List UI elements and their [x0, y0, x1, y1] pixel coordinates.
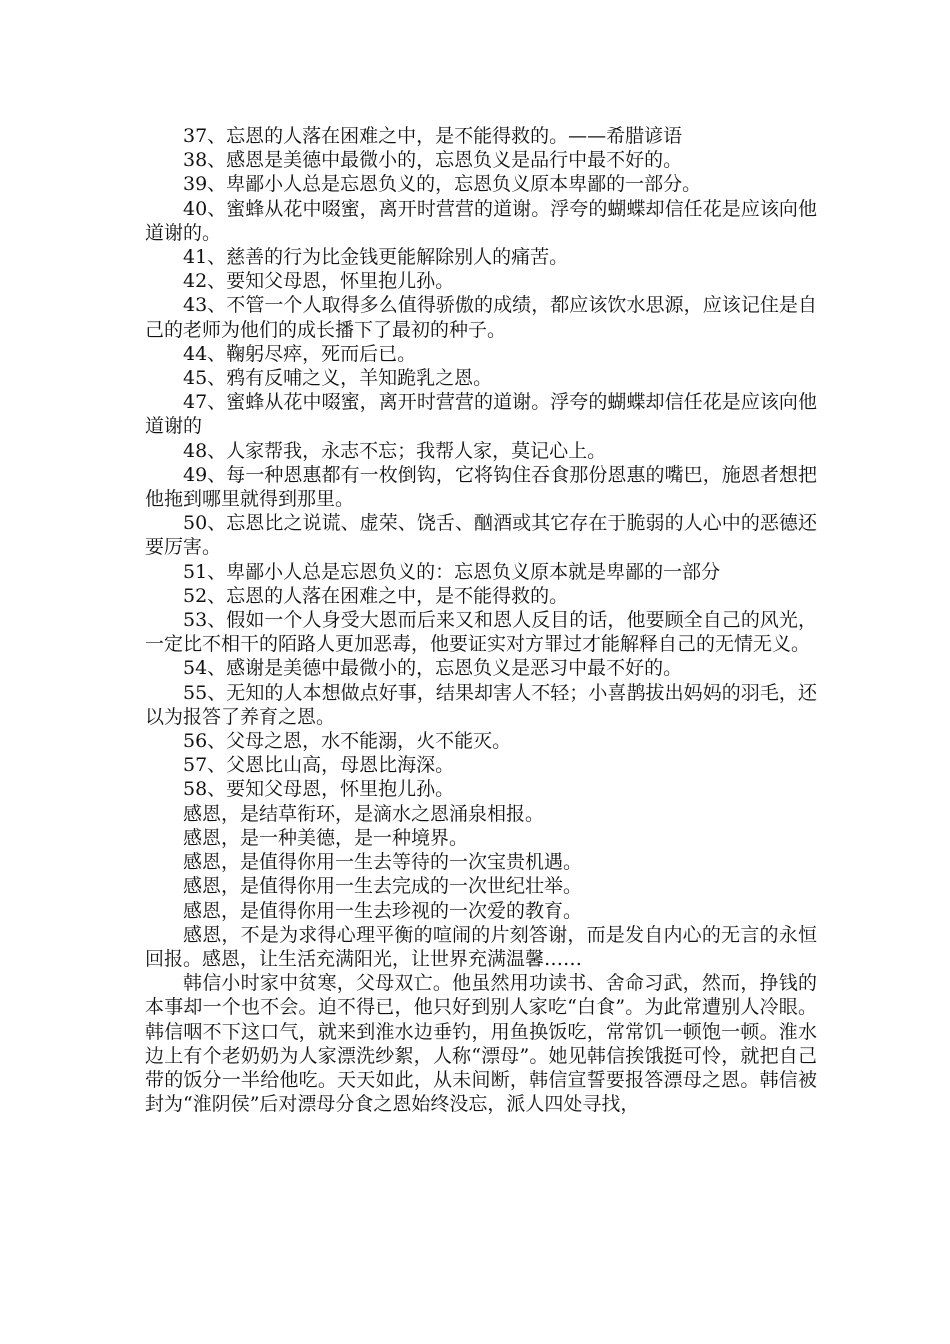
paragraph: 58、要知父母恩，怀里抱儿孙。 [183, 778, 455, 801]
paragraph: 52、忘恩的人落在困难之中，是不能得救的。 [183, 584, 569, 607]
paragraph: 韩信小时家中贫寒，父母双亡。他虽然用功读书、舍命习武，然而，挣钱的本事却一个也不会。迫不得已，他只好到别人家吃“白食”。为此常遭别人冷眼。韩信咽不下这口气，就来到淮水边垂钓，用鱼换饭吃，常常饥一顿饱一顿。淮水边上有个老奶奶为人家漂洗纱絮，人称“漂母”。她见韩信挨饿挺可怜，就把自己带的饭分一半给他吃。天天如此，从未间断，韩信宣誓要报答漂母之恩。韩信被封为“淮阴侯”后对漂母分食之恩始终没忘，派人四处寻找， [145, 972, 817, 1116]
document-body [145, 124, 817, 1116]
paragraph: 感恩，是结草衔环，是滴水之恩涌泉相报。 [183, 802, 545, 825]
paragraph: 感恩，是值得你用一生去完成的一次世纪壮举。 [183, 875, 583, 898]
paragraph: 感恩，是值得你用一生去等待的一次宝贵机遇。 [183, 851, 583, 874]
paragraph: 57、父恩比山高，母恩比海深。 [183, 754, 455, 777]
paragraph: 50、忘恩比之说谎、虚荣、饶舌、酗酒或其它存在于脆弱的人心中的恶德还要厉害。 [145, 512, 817, 559]
paragraph: 56、父母之恩，水不能溺，火不能灭。 [183, 730, 512, 753]
paragraph: 42、要知父母恩，怀里抱儿孙。 [183, 270, 455, 293]
paragraph: 45、鸦有反哺之义，羊知跪乳之恩。 [183, 367, 493, 390]
paragraph: 41、慈善的行为比金钱更能解除别人的痛苦。 [183, 246, 569, 269]
paragraph: 37、忘恩的人落在困难之中，是不能得救的。——希腊谚语 [183, 125, 683, 147]
paragraph: 43、不管一个人取得多么值得骄傲的成绩，都应该饮水思源，应该记住是自己的老师为他们的成长播下了最初的种子。 [145, 294, 817, 341]
paragraph: 39、卑鄙小人总是忘恩负义的，忘恩负义原本卑鄙的一部分。 [183, 173, 702, 196]
paragraph: 55、无知的人本想做点好事，结果却害人不轻；小喜鹊拔出妈妈的羽毛，还以为报答了养育之恩。 [145, 681, 817, 728]
paragraph: 54、感谢是美德中最微小的，忘恩负义是恶习中最不好的。 [183, 657, 683, 680]
paragraph: 48、人家帮我，永志不忘；我帮人家，莫记心上。 [183, 439, 607, 462]
paragraph: 53、假如一个人身受大恩而后来又和恩人反目的话，他要顾全自己的风光，一定比不相干的陌路人更加恶毒，他要证实对方罪过才能解释自己的无情无义。 [145, 609, 817, 656]
paragraph: 44、鞠躬尽瘁，死而后已。 [183, 342, 417, 365]
paragraph: 40、蜜蜂从花中啜蜜，离开时营营的道谢。浮夸的蝴蝶却信任花是应该向他道谢的。 [145, 197, 817, 244]
paragraph: 49、每一种恩惠都有一枚倒钩，它将钩住吞食那份恩惠的嘴巴，施恩者想把他拖到哪里就得到那里。 [145, 463, 817, 511]
paragraph: 感恩，不是为求得心理平衡的喧闹的片刻答谢，而是发自内心的无言的永恒回报。感恩，让生活充满阳光，让世界充满温馨…… [145, 923, 817, 970]
paragraph: 38、感恩是美德中最微小的，忘恩负义是品行中最不好的。 [183, 149, 683, 172]
paragraph: 感恩，是一种美德，是一种境界。 [183, 826, 469, 849]
paragraph: 感恩，是值得你用一生去珍视的一次爱的教育。 [183, 899, 583, 922]
paragraph: 51、卑鄙小人总是忘恩负义的：忘恩负义原本就是卑鄙的一部分 [183, 560, 721, 583]
paragraph: 47、蜜蜂从花中啜蜜，离开时营营的道谢。浮夸的蝴蝶却信任花是应该向他道谢的 [145, 391, 817, 438]
